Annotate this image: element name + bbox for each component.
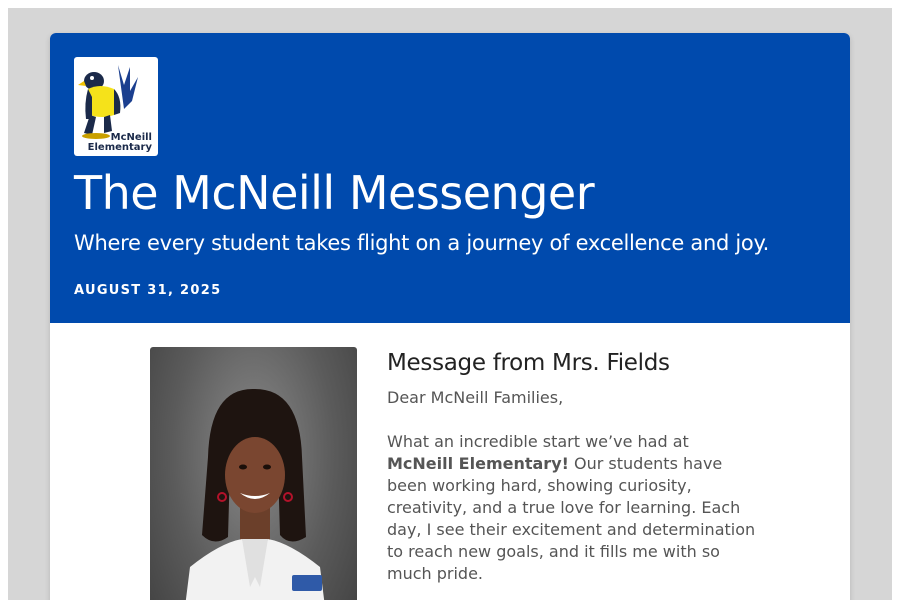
newsletter-title: The McNeill Messenger: [74, 166, 595, 220]
logo-wordmark: [74, 133, 158, 153]
message-heading: Message from Mrs. Fields: [387, 350, 670, 376]
newsletter-tagline: Where every student takes flight on a journey of excellence and joy.: [74, 231, 769, 255]
school-logo: [74, 57, 158, 156]
principal-photo: [150, 347, 357, 600]
message-body-intro: What an incredible start we’ve had at: [387, 432, 689, 451]
logo-text-line2: Elementary: [87, 142, 152, 153]
message-body: [387, 431, 757, 585]
logo-text-line1: McNeill: [110, 132, 152, 143]
message-greeting: Dear McNeill Families,: [387, 388, 564, 407]
principal-portrait: [150, 347, 357, 600]
newsletter-date: AUGUST 31, 2025: [74, 283, 222, 298]
newsletter-header: [50, 33, 850, 323]
message-body-bold: McNeill Elementary!: [387, 454, 569, 473]
message-body-rest: Our students have been working hard, showing curiosity, creativity, and a true love for learning. Each day, I see their excitement and determination to reach new goals, and it fills me with so much pride.: [387, 454, 756, 583]
newsletter-card: [50, 33, 850, 600]
page-background: [8, 8, 892, 600]
